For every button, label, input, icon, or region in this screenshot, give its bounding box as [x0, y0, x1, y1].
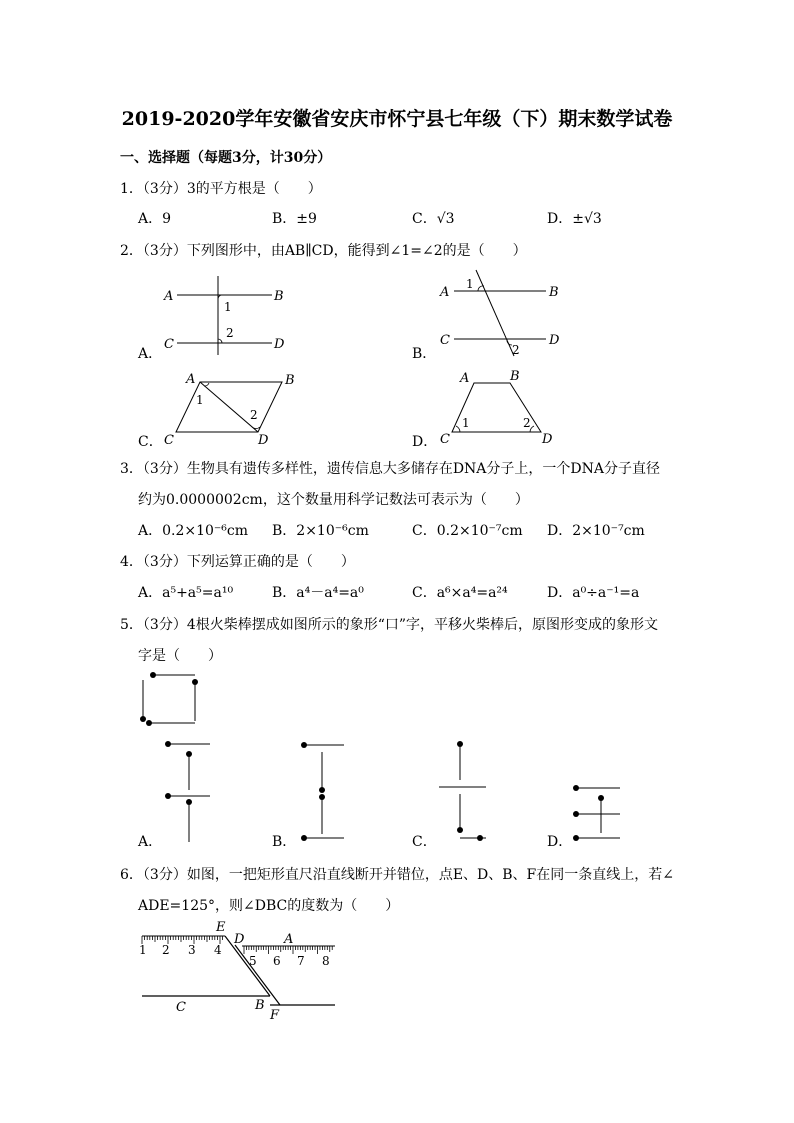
q4-option-b: B．a⁴－a⁴=a⁰ [272, 585, 364, 601]
q1-option-b: B．±9 [272, 211, 317, 227]
q2-option-c-letter: C． [138, 434, 163, 450]
label-f: F [270, 1008, 280, 1023]
label-angle-1: 1 [466, 277, 474, 291]
q4-option-c: C．a⁶×a⁴=a²⁴ [412, 585, 508, 601]
ruler-tick-label-3: 3 [188, 943, 196, 957]
q1-option-c: C．√3 [412, 211, 455, 227]
label-a: A [164, 289, 174, 304]
label-angle-2: 2 [523, 416, 531, 430]
label-b: B [285, 373, 295, 388]
label-b: B [510, 369, 520, 384]
q3-option-d: D．2×10⁻⁷cm [547, 523, 645, 539]
ruler-tick-label-8: 8 [322, 954, 330, 968]
label-angle-2: 2 [512, 343, 520, 357]
label-e: E [216, 920, 226, 935]
q4-option-d: D．a⁰÷a⁻¹=a [547, 585, 640, 601]
ruler-tick-label-5: 5 [249, 954, 257, 968]
ruler-tick-label-7: 7 [297, 954, 305, 968]
q2-option-a-letter: A． [138, 346, 163, 362]
label-b: B [549, 285, 559, 300]
label-a: A [186, 372, 196, 387]
label-c: C [176, 1000, 186, 1015]
label-c: C [440, 333, 450, 348]
question-2-stem: 2．（3分）下列图形中，由AB∥CD，能得到∠1=∠2的是（ ） [120, 243, 527, 259]
label-c: C [440, 432, 450, 447]
ruler-tick-label-4: 4 [214, 943, 222, 957]
label-c: C [164, 433, 174, 448]
question-5-stem-line1: 5．（3分）4根火柴棒摆成如图所示的象形“口”字，平移火柴棒后，原图形变成的象形文 [120, 617, 659, 633]
label-d: D [549, 333, 560, 348]
q3-option-a: A．0.2×10⁻⁶cm [138, 523, 249, 539]
label-a: A [460, 371, 470, 386]
label-angle-2: 2 [250, 408, 258, 422]
label-angle-1: 1 [462, 416, 470, 430]
q5-option-c-letter: C． [412, 834, 437, 850]
q2-figure-a [160, 270, 300, 360]
label-a: A [440, 285, 450, 300]
question-5-stem-line2: 字是（ ） [138, 648, 222, 664]
q3-option-c: C．0.2×10⁻⁷cm [412, 523, 523, 539]
label-angle-1: 1 [224, 300, 232, 314]
label-a: A [284, 932, 294, 947]
question-6-stem-line1: 6．（3分）如图，一把矩形直尺沿直线断开并错位，点E、D、B、F在同一条直线上，若∠ [120, 867, 674, 883]
q6-ruler-figure [132, 918, 344, 1026]
page-title: 2019-2020学年安徽省安庆市怀宁县七年级（下）期末数学试卷 [121, 108, 673, 130]
q4-option-a: A．a⁵+a⁵=a¹⁰ [138, 585, 234, 601]
q5-figure-b [296, 734, 356, 846]
q5-option-a-letter: A． [138, 834, 163, 850]
q5-figure-d [568, 778, 628, 842]
label-angle-1: 1 [196, 393, 204, 407]
ruler-tick-label-6: 6 [273, 954, 281, 968]
q2-figure-b [438, 268, 568, 360]
ruler-tick-label-2: 2 [162, 943, 170, 957]
q2-option-b-letter: B． [412, 346, 437, 362]
q3-option-b: B．2×10⁻⁶cm [272, 523, 369, 539]
q5-figure-a [160, 734, 220, 846]
q1-option-a: A．9 [138, 211, 172, 227]
question-3-stem-line1: 3．（3分）生物具有遗传多样性，遗传信息大多储存在DNA分子上，一个DNA分子直径 [120, 461, 660, 477]
ruler-ticks-left [142, 936, 223, 944]
q2-option-d-letter: D． [412, 434, 438, 450]
question-1-stem: 1．（3分）3的平方根是（ ） [120, 181, 322, 197]
label-c: C [164, 337, 174, 352]
label-d: D [542, 432, 553, 447]
q2-figure-c [160, 370, 310, 450]
q5-option-b-letter: B． [272, 834, 297, 850]
label-d: D [274, 337, 285, 352]
q5-figure-c [434, 734, 494, 846]
question-3-stem-line2: 约为0.0000002cm，这个数量用科学记数法可表示为（ ） [138, 492, 529, 508]
q1-option-d: D．±√3 [547, 211, 602, 227]
label-b: B [274, 289, 284, 304]
label-d: D [234, 932, 245, 947]
label-angle-2: 2 [226, 326, 234, 340]
q2-figure-d [434, 366, 564, 450]
section-heading: 一、选择题（每题3分，计30分） [120, 150, 332, 166]
q5-original-figure [138, 668, 208, 730]
label-d: D [258, 433, 269, 448]
q5-option-d-letter: D． [547, 834, 573, 850]
question-6-stem-line2: ADE=125°，则∠DBC的度数为（ ） [138, 898, 400, 914]
label-b: B [255, 998, 265, 1013]
question-4-stem: 4．（3分）下列运算正确的是（ ） [120, 554, 355, 570]
ruler-ticks-right [244, 946, 332, 954]
ruler-tick-label-1: 1 [139, 943, 147, 957]
